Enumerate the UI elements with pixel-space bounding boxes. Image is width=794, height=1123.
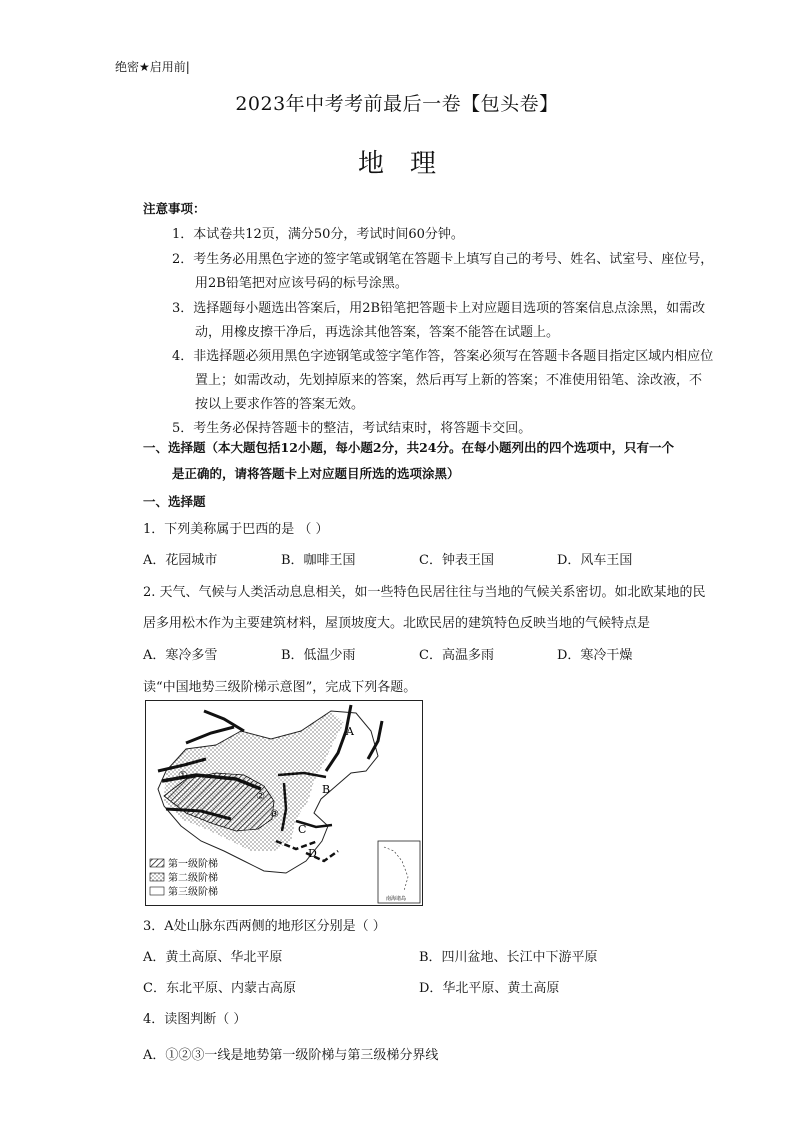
legend-swatch-third bbox=[150, 887, 164, 895]
south-china-sea-inset bbox=[378, 841, 420, 903]
question-2-stem-cont: 居多用松木作为主要建筑材料，屋顶坡度大。北欧民居的建筑特色反映当地的气候特点是 bbox=[143, 616, 651, 631]
exam-title: 2023年中考考前最后一卷【包头卷】 bbox=[235, 93, 559, 115]
question-3-stem: 3．A处山脉东西两侧的地形区分别是（ ） bbox=[143, 919, 386, 934]
question-1-stem: 1．下列美称属于巴西的是 （ ） bbox=[143, 522, 329, 537]
notes-item: 5．考生务必保持答题卡的整洁，考试结束时，将答题卡交回。 bbox=[172, 421, 532, 436]
q3-option-a: A．黄土高原、华北平原 bbox=[143, 950, 283, 965]
q2-option-d: D．寒冷干燥 bbox=[557, 648, 633, 663]
legend-third: 第三级阶梯 bbox=[168, 887, 218, 898]
q4-option-a: A．①②③一线是地势第一级阶梯与第三级梯分界线 bbox=[143, 1048, 439, 1063]
inset-caption: 南海诸岛 bbox=[386, 896, 407, 902]
map-label-a: A bbox=[346, 725, 354, 738]
legend-first: 第一级阶梯 bbox=[168, 859, 218, 870]
notes-item: 1．本试卷共12页，满分50分，考试时间60分钟。 bbox=[172, 227, 464, 242]
legend-swatch-second bbox=[150, 873, 164, 881]
q3-option-b: B．四川盆地、长江中下游平原 bbox=[419, 950, 598, 965]
notes-item: 4．非选择题必须用黑色字迹钢笔或签字笔作答，答案必须写在答题卡各题目指定区域内相应位 bbox=[172, 349, 714, 364]
map-label-b: B bbox=[322, 783, 331, 796]
section-heading: 一、选择题（本大题包括12小题，每小题2分，共24分。在每小题列出的四个选项中，只有一个 bbox=[143, 440, 674, 455]
notes-item: 置上；如需改动，先划掉原来的答案，然后再写上新的答案；不准使用铅笔、涂改液，不 bbox=[195, 373, 703, 388]
map-label-1: ① bbox=[178, 769, 188, 782]
notes-heading: 注意事项： bbox=[143, 201, 206, 216]
china-terrain-map bbox=[145, 700, 423, 906]
q2-option-c: C．高温多雨 bbox=[419, 648, 494, 663]
q2-option-b: B．低温少雨 bbox=[281, 648, 356, 663]
legend-second: 第二级阶梯 bbox=[168, 873, 218, 884]
section-heading-cont: 是正确的，请将答题卡上对应题目所选的选项涂黑） bbox=[172, 466, 460, 481]
q1-option-b: B．咖啡王国 bbox=[281, 553, 356, 568]
question-4-stem: 4．读图判断（ ） bbox=[143, 1012, 247, 1027]
notes-item: 动，用橡皮擦干净后，再选涂其他答案，答案不能答在试题上。 bbox=[195, 325, 560, 340]
q3-option-d: D．华北平原、黄土高原 bbox=[419, 981, 560, 996]
map-intro: 读“中国地势三级阶梯示意图”，完成下列各题。 bbox=[143, 680, 417, 695]
q1-option-a: A．花园城市 bbox=[143, 553, 218, 568]
section-subheading: 一、选择题 bbox=[143, 494, 206, 509]
map-label-3: ③ bbox=[270, 809, 279, 820]
subject-title: 地理 bbox=[357, 149, 462, 179]
legend-swatch-first bbox=[150, 859, 164, 867]
q3-option-c: C．东北平原、内蒙古高原 bbox=[143, 981, 296, 996]
map-label-d: D bbox=[308, 847, 317, 860]
map-label-c: C bbox=[298, 823, 307, 836]
secret-label: 绝密★启用前| bbox=[115, 60, 190, 74]
notes-item: 2．考生务必用黑色字迹的签字笔或钢笔在答题卡上填写自己的考号、姓名、试室号、座位号， bbox=[172, 252, 714, 267]
notes-item: 按以上要求作答的答案无效。 bbox=[195, 397, 365, 412]
map-label-2: ② bbox=[256, 791, 265, 802]
q1-option-c: C．钟表王国 bbox=[419, 553, 494, 568]
q2-option-a: A．寒冷多雪 bbox=[143, 648, 218, 663]
notes-item: 用2B铅笔把对应该号码的标号涂黑。 bbox=[195, 276, 408, 291]
q1-option-d: D．风车王国 bbox=[557, 553, 633, 568]
question-2-stem: 2. 天气、气候与人类活动息息相关，如一些特色民居往往与当地的气候关系密切。如北欧某地的民 bbox=[143, 585, 706, 600]
notes-item: 3．选择题每小题选出答案后，用2B铅笔把答题卡上对应题目选项的答案信息点涂黑，如需改 bbox=[172, 301, 706, 316]
